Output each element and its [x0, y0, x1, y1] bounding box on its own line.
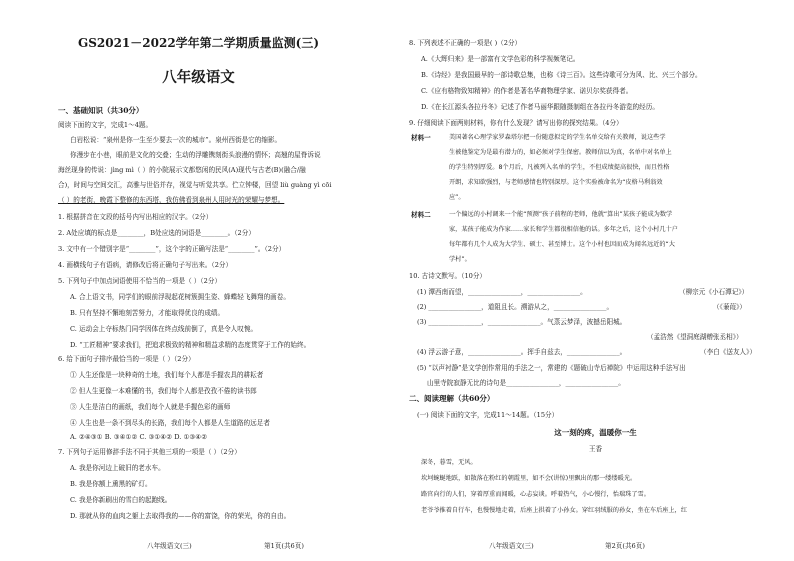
material-text: 生被他鉴定为是最有潜力的，如必须对学生保密。教师信以为真，名单中对名单上 [449, 149, 672, 156]
option: ④ 人生也是一条不到尽头的长路，我们每个人都是人生道路的远足者 [70, 419, 270, 427]
option: A.《大辉归来》是一部富有文学色彩的科学视频笔记。 [421, 55, 580, 63]
question: 6. 给下面句子排序最恰当的一项是（ ）（2分） [58, 355, 195, 363]
material-text: 每年都有几个人成为大学生、硕士、甚至博士。这个小村也因而成为闻名远近的“大 [449, 241, 675, 248]
paragraph: (一) 阅读下面的文字，完成11～14题。（15分） [417, 411, 559, 419]
section-heading: 二、阅读理解（共60分） [409, 394, 495, 403]
essay-paragraph: 老爷爷推着自行车，也慢慢地走着，后座上拱着了小孙女。穿红羽绒服的孙女，坐在车后座上，红 [421, 507, 688, 514]
material-text: 家，某孩子能成为作家……家长和学生都很相信他的话。多年之后，这个小村几十户 [449, 226, 678, 233]
paragraph: 阅读下面的文字，完成1～4题。 [58, 121, 153, 129]
material-text: 的学生特别厚爱。8个月后，凡被列入名单的学生，不但成绩提高很快，而且性格 [449, 164, 670, 171]
option: ① 人生还像是一块种奇的土地，我们每个人都是手握农具的耕耘者 [70, 371, 264, 379]
material-text: 开朗，求知欲强烈，与老师感情也特别深厚。这个实验被命名为“皮格马利翁效 [449, 179, 663, 186]
option: A. 我是你河边上破旧的老水车。 [70, 464, 165, 472]
question: 3. 文中有一个错别字是“________”，这个字的正确写法是“________”。（2分） [58, 245, 286, 253]
question: 1. 根据拼音在文段的括号内写出相应的汉字。（2分） [58, 213, 213, 221]
material-text: 美国著名心理学家罗森塔尔把一份随意拟定的学生名单交给有关教师，说这些学 [449, 134, 666, 141]
option: A. 合上语文书，同学们的眼前浮现起花树簇拥生姿、蜂蝶轻飞舞翔的画卷。 [70, 293, 290, 301]
footer-page-number: 第1页(共6页) [264, 542, 304, 550]
essay-author: 王香 [588, 445, 603, 453]
essay-paragraph: 坎坷蜿蜒地跃，如散落在粉红的朝霞里，如不会(讲惊)里飘出的那一缕缕暖光。 [421, 475, 637, 482]
fill-blank: (5) “以声衬静”是文学创作常用的手法之一，常建的《题破山寺后禅院》中运用这种手法写出 [417, 364, 686, 372]
material-text: 一个偏远的小村调来一个能“预测”孩子前程的老师，他就“算出”某孩子能成为数学 [449, 211, 673, 218]
question: 4. 画横线句子有语病，请修改后将正确句子写出来。（2分） [58, 261, 233, 269]
paragraph: 你漫步在小巷，眼前是文化的交叠；生动的浮雕镌刻街头浪漫的情怀；高翘的屋脊诉说 [70, 151, 321, 159]
option: C. 我是你新刷出的雪白的起跑线。 [70, 496, 172, 504]
subject-title: 八年级语文 [162, 69, 235, 86]
option: ③ 人生是洁白的画纸，我们每个人就是手握色彩的画师 [70, 403, 231, 411]
paragraph: 海丝现身的传说：jìng mì（ ）的小院展示文都悠闲的民风(A)现代与古老(B)(融合/融 [58, 166, 306, 174]
material-label: 材料二 [411, 211, 431, 219]
paragraph: （ ）的老街，晚霞下整修的东西塔，我仿佛看到泉州人用时光的荣耀与梦想。 [58, 196, 285, 204]
question: 9. 仔细阅读下面两则材料，你有什么发现？请写出你的探究结果。（4分） [409, 119, 623, 127]
option: D.《在长江源头各拉丹冬》记述了作者马丽华跟随摄制组在各拉丹冬游览的经历。 [421, 103, 659, 111]
question: 10. 古诗文默写。（10分） [409, 272, 487, 280]
option: B. 我是你额上熏黑的矿灯。 [70, 480, 152, 488]
source: （《蒹葭》） [713, 303, 746, 311]
material-text: 学村”。 [449, 256, 471, 263]
footer-course: 八年级语文(三) [489, 542, 534, 550]
paragraph: 合)，时间与空间交汇，高雅与世俗并存，视觉与听觉共享。伫立钟楼，回望 liù guàng yì cōi [58, 181, 332, 189]
fill-blank: (3) ________________，________________。气蒸云梦泽，波撼岳阳城。 [417, 318, 627, 326]
question: 8. 下列表述不正确的一项是( )（2分） [409, 39, 522, 47]
option: ② 但人生更像一本难懂的书，我们每个人都是孜孜不倦的读书郎 [70, 387, 257, 395]
fill-blank: (2) ________________，道阻且长。溯游从之，________________。 [417, 303, 614, 311]
section-heading: 一、基础知识（共30分） [58, 106, 144, 115]
question: 2. A处应填的标点是________，B处应选的词语是________。（2分） [58, 229, 255, 237]
exam-title: GS2021－2022学年第二学期质量监测(三) [77, 36, 320, 50]
material-label: 材料一 [411, 134, 431, 142]
footer-course: 八年级语文(三) [147, 542, 192, 550]
source: （孟浩然《望洞庭湖赠张丞相》） [647, 333, 743, 341]
option: B.《诗经》是我国最早的一部诗歌总集，也称《诗三百》。这些诗歌可分为风、比、兴三个部分。 [421, 71, 702, 79]
question: 7. 下列句子运用修辞手法不同于其他三项的一项是（ ）（2分） [58, 448, 241, 456]
option: D. 那就从你的血肉之躯上去取得我的——你的富饶，你的荣光，你的自由。 [70, 512, 291, 520]
essay-paragraph: 深冬，暮雪，无风。 [421, 459, 477, 466]
question: 5. 下列句子中加点词语使用不恰当的一项是（ ）（2分） [58, 277, 222, 285]
option: A. ②④③① B. ③④①② C. ③①④② D. ①③④② [70, 433, 208, 441]
source: （柳宗元《小石潭记》） [679, 288, 749, 296]
option: B. 只有坚持不懈地刻苦努力，才能取得优良的成绩。 [70, 309, 225, 317]
paragraph: 白岩松说：“泉州是你一生至少要去一次的城市”。泉州西街是它的缩影。 [70, 136, 282, 144]
fill-blank: (4) 浮云游子意，________________。挥手自兹去，________________。 [417, 348, 627, 356]
essay-paragraph: 路官向行的人们，穿着厚重而闻暖，心忐妄谈。呼着热气，小心慢行，怡瑞珠了雪。 [421, 491, 650, 498]
source: （李白《送友人》） [700, 348, 757, 356]
option: D. “工匠精神”要求我们，把追求极致的精神和精益求精的态度贯穿于工作的始终。 [70, 341, 311, 349]
essay-title: 这一刻的疼，温暖你一生 [554, 428, 637, 437]
option: C. 运动会上夺标热门同学因体在终点线前倒了，真是令人叹惋。 [70, 325, 258, 333]
material-text: 应”。 [449, 194, 465, 201]
fill-blank: (1) 潭西南而望，________________，________________。 [417, 288, 587, 296]
fill-blank: 山里寺院寂静无比的诗句是________________，________________。 [427, 379, 625, 387]
option: C.《应有格物致知精神》的作者是著名华裔物理学家、诺贝尔奖获得者。 [421, 87, 633, 95]
footer-page-number: 第2页(共6页) [605, 542, 645, 550]
page-right [397, 0, 794, 561]
